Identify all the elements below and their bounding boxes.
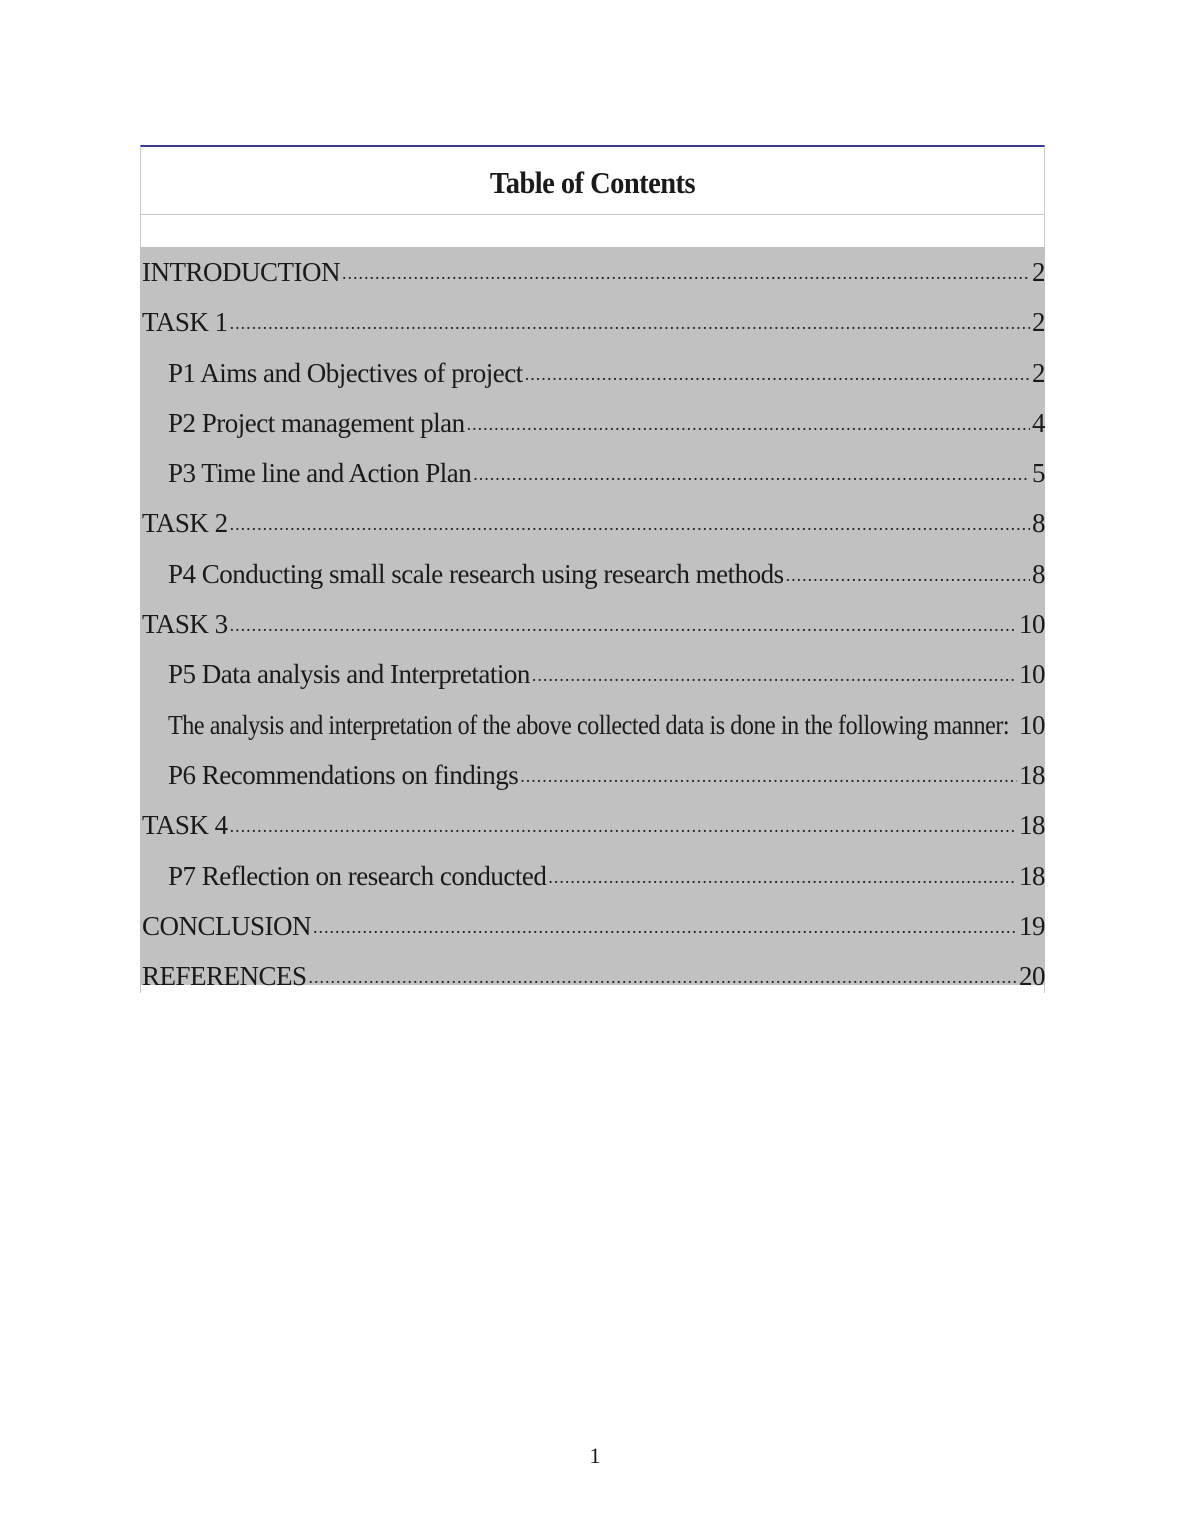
toc-dot-leader xyxy=(230,801,1017,850)
toc-entry[interactable] xyxy=(140,851,1045,901)
toc-entry-page: 2 xyxy=(1032,257,1045,287)
toc-entry-page: 10 xyxy=(1019,709,1045,740)
toc-dot-leader xyxy=(230,600,1017,649)
toc-entry-page: 18 xyxy=(1019,860,1045,891)
toc-entry-title: TASK 4 xyxy=(142,810,228,841)
toc-dot-leader xyxy=(786,550,1030,599)
toc-dot-leader xyxy=(467,399,1030,448)
toc-entry-page: 18 xyxy=(1019,759,1045,790)
toc-entry[interactable] xyxy=(140,901,1045,951)
toc-entry-title: INTRODUCTION xyxy=(142,257,340,287)
toc-entry-title: TASK 2 xyxy=(142,508,228,539)
toc-entry-page: 19 xyxy=(1019,910,1045,941)
page-number: 1 xyxy=(589,1443,601,1468)
toc-entry-page: 8 xyxy=(1032,508,1045,539)
toc-dot-leader xyxy=(342,248,1030,297)
table-of-contents xyxy=(140,145,1045,993)
toc-entry-title: TASK 3 xyxy=(142,609,228,640)
toc-heading-row xyxy=(141,147,1044,215)
toc-entry-page: 5 xyxy=(1032,458,1045,489)
toc-entry-title: P4 Conducting small scale research using research methods xyxy=(168,558,784,589)
toc-entry-title: P3 Time line and Action Plan xyxy=(168,458,472,489)
toc-entry-title: P7 Reflection on research conducted xyxy=(168,860,547,891)
toc-entry[interactable] xyxy=(140,549,1045,599)
toc-entry[interactable] xyxy=(140,649,1045,699)
toc-dot-leader xyxy=(313,902,1017,951)
toc-entry[interactable] xyxy=(140,750,1045,800)
toc-entry-page: 18 xyxy=(1019,810,1045,841)
toc-dot-leader xyxy=(230,499,1030,548)
toc-entry-title: P6 Recommendations on findings xyxy=(168,759,519,790)
toc-entry-page: 8 xyxy=(1032,558,1045,589)
toc-entry-title: P1 Aims and Objectives of project xyxy=(168,357,523,388)
toc-entry-page: 10 xyxy=(1019,609,1045,640)
toc-entry[interactable] xyxy=(140,297,1045,347)
toc-entry-page: 20 xyxy=(1019,961,1045,992)
toc-list xyxy=(140,247,1045,992)
toc-dot-leader xyxy=(548,852,1017,901)
toc-entry[interactable] xyxy=(140,348,1045,398)
toc-entry-page: 10 xyxy=(1019,659,1045,690)
toc-dot-leader xyxy=(230,298,1030,347)
toc-dot-leader xyxy=(525,349,1030,398)
toc-entry[interactable] xyxy=(140,247,1045,297)
toc-entry-title: P5 Data analysis and Interpretation xyxy=(168,659,530,690)
toc-entry[interactable] xyxy=(140,448,1045,498)
toc-entry-page: 2 xyxy=(1032,307,1045,338)
toc-dot-leader xyxy=(473,449,1030,498)
toc-heading: Table of Contents xyxy=(489,164,696,200)
toc-entry-title: REFERENCES xyxy=(142,961,307,992)
toc-entry-page: 2 xyxy=(1032,357,1045,388)
toc-entry[interactable] xyxy=(140,398,1045,448)
toc-entry-title: P2 Project management plan xyxy=(168,407,465,438)
toc-entry[interactable] xyxy=(140,951,1045,1001)
toc-spacer xyxy=(141,215,1044,247)
toc-entry-title: The analysis and interpretation of the above collected data is done in the following manner: xyxy=(168,709,1010,740)
toc-entry-title: TASK 1 xyxy=(142,307,228,338)
toc-entry-page: 4 xyxy=(1032,407,1045,438)
toc-entry-title: CONCLUSION xyxy=(142,910,312,941)
toc-entry[interactable] xyxy=(140,498,1045,548)
toc-dot-leader xyxy=(532,650,1017,699)
toc-dot-leader xyxy=(309,952,1017,1001)
toc-dot-leader xyxy=(520,751,1017,800)
toc-entry[interactable] xyxy=(140,599,1045,649)
toc-entry[interactable] xyxy=(140,700,1045,750)
toc-entry[interactable] xyxy=(140,800,1045,850)
